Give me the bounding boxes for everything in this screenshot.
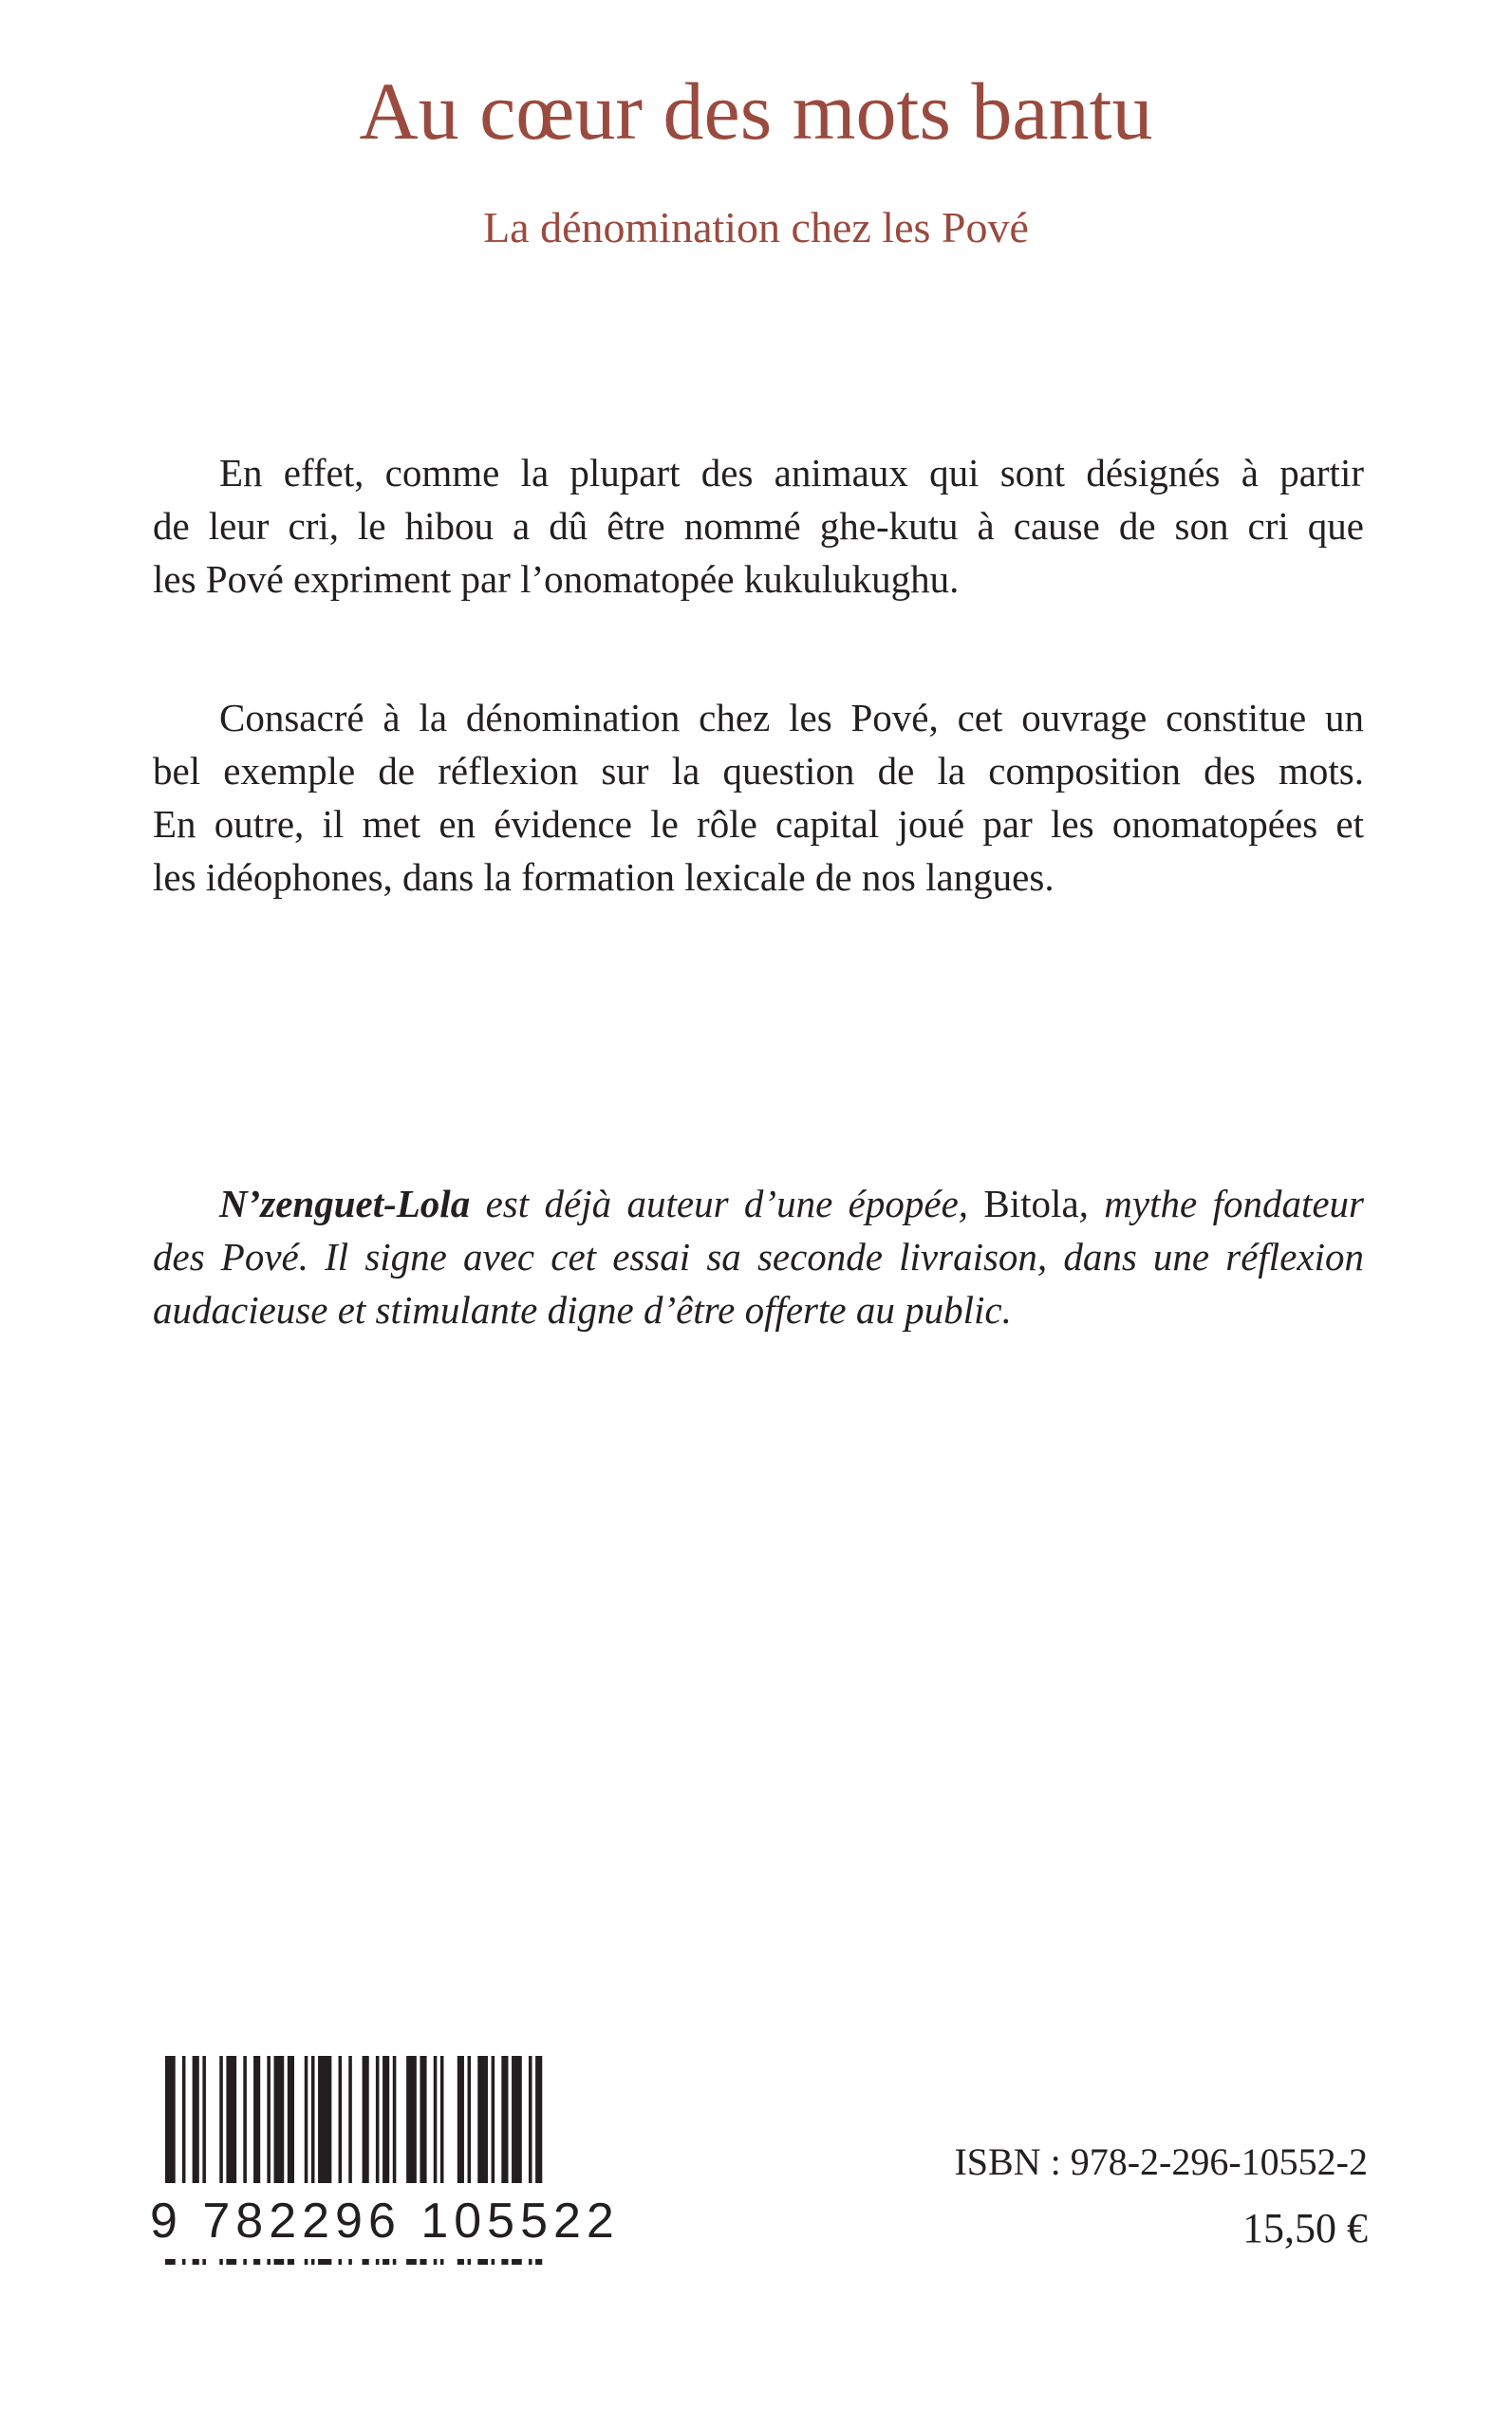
bio-text: est déjà auteur d’une épopée, xyxy=(470,1182,984,1225)
paragraph-line: de leur cri, le hibou a dû être nommé ghe-kutu à cause de son cri que xyxy=(153,504,1364,548)
bio-text: , mythe fondateur xyxy=(1078,1182,1364,1225)
paragraph-line: Consacré à la dénomination chez les Pové, cet ouvrage constitue un xyxy=(219,696,1364,739)
price: 15,50 € xyxy=(1242,2205,1368,2251)
author-name: N’zenguet-Lola xyxy=(219,1182,471,1225)
paragraph-line: les Pové expriment par l’onomatopée kukulukughu. xyxy=(153,557,960,601)
book-name: Bitola xyxy=(983,1182,1079,1225)
paragraph-line: En outre, il met en évidence le rôle capital joué par les onomatopées et xyxy=(153,802,1364,846)
paragraph-line: En effet, comme la plupart des animaux qui sont désignés à partir xyxy=(219,451,1364,495)
summary-paragraph-2 xyxy=(153,691,1364,904)
paragraph-line: bel exemple de réflexion sur la question de la composition des mots. xyxy=(153,749,1364,793)
book-subtitle: La dénomination chez les Pové xyxy=(483,203,1029,252)
bio-line: des Pové. Il signe avec cet essai sa seconde livraison, dans une réflexion xyxy=(153,1235,1364,1279)
paragraph-line: les idéophones, dans la formation lexicale de nos langues. xyxy=(153,855,1055,899)
bio-line: audacieuse et stimulante digne d’être offerte au public. xyxy=(153,1288,1012,1332)
book-title: Au cœur des mots bantu xyxy=(359,65,1153,157)
isbn-number: ISBN : 978-2-296-10552-2 xyxy=(954,2140,1368,2183)
author-bio xyxy=(153,1177,1364,1336)
summary-paragraph-1 xyxy=(153,446,1364,606)
barcode-digits: 9 782296 105522 xyxy=(150,2183,568,2259)
bio-line xyxy=(153,1177,1364,1230)
